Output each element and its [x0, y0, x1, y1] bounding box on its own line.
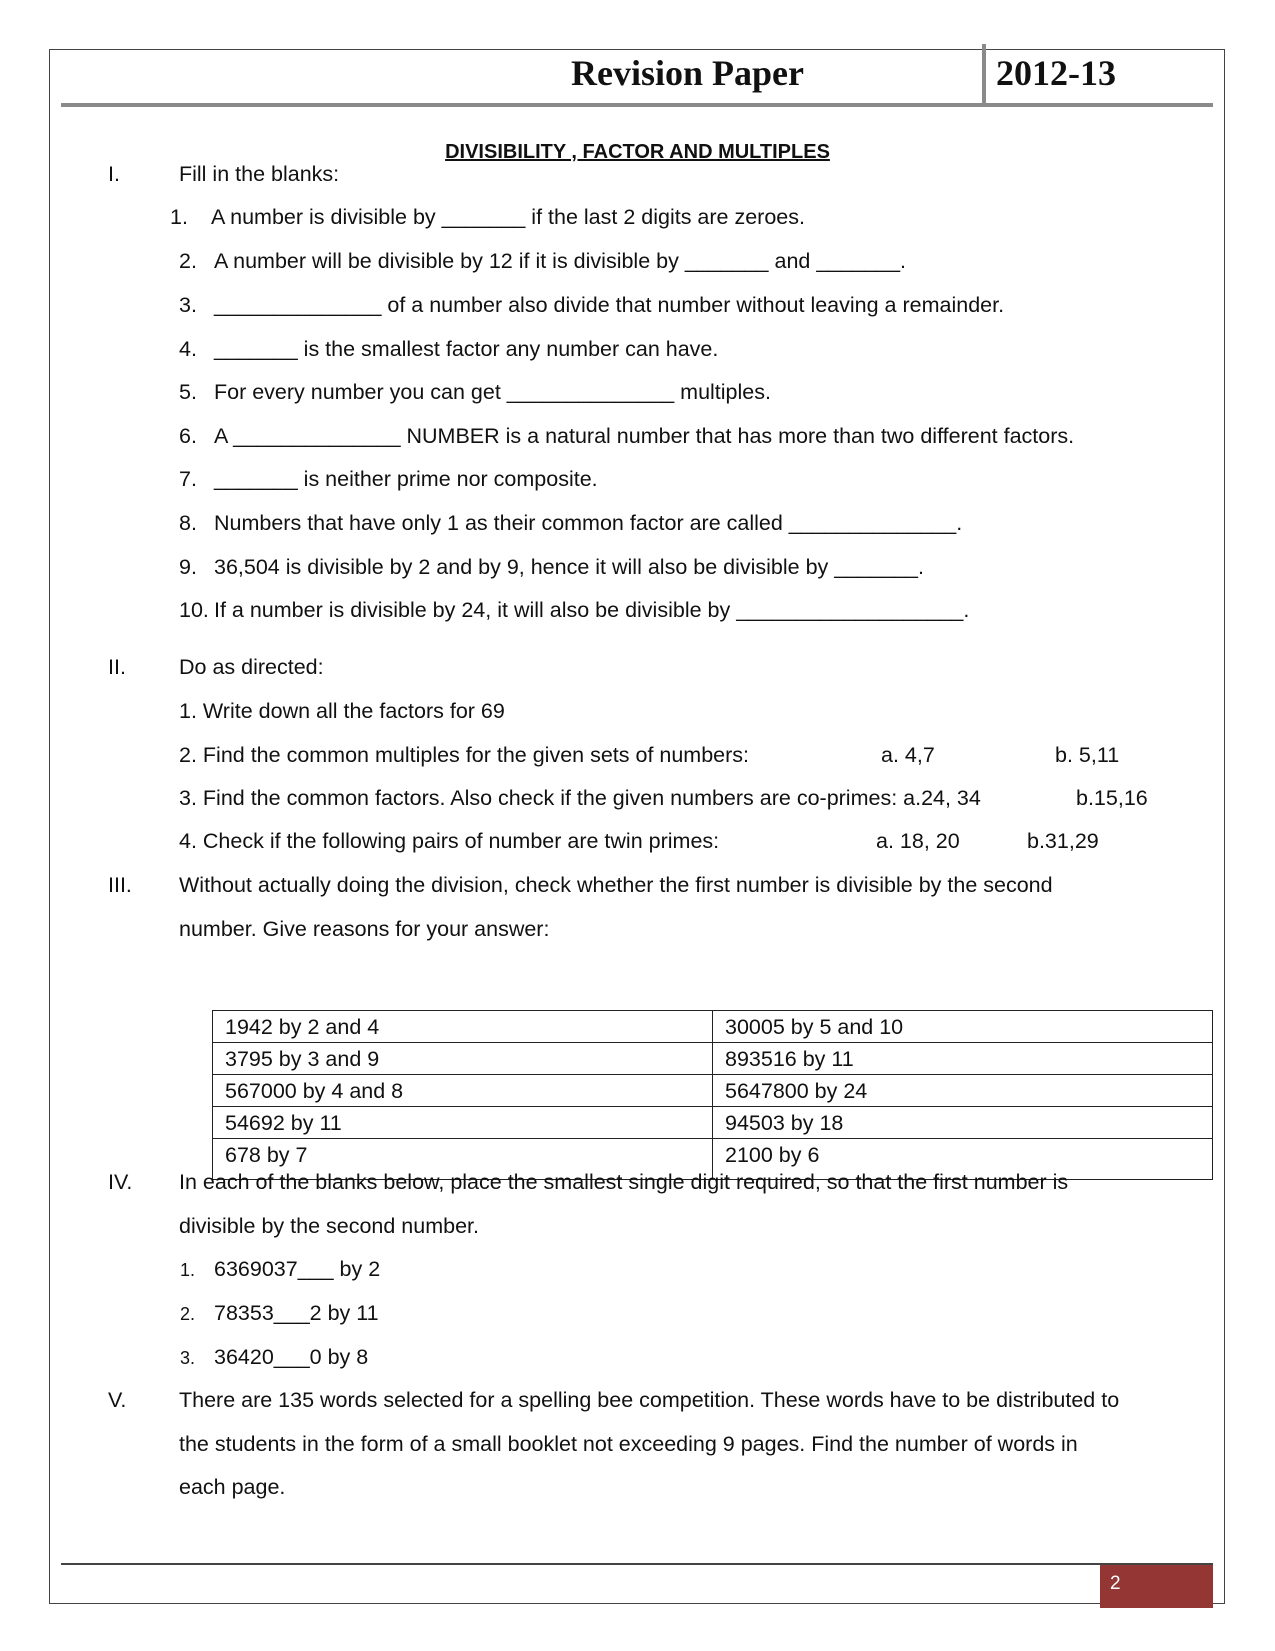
section-5-line-3: each page. [179, 1475, 286, 1499]
section-2-number: II. [108, 655, 126, 679]
s4-item-2-text: 78353___2 by 11 [214, 1301, 379, 1325]
s1-item-10-text: If a number is divisible by 24, it will also be divisible by ___________________. [214, 598, 970, 622]
page-number: 2 [1100, 1565, 1213, 1608]
s2-item-2-text: 2. Find the common multiples for the given sets of numbers: [179, 743, 750, 767]
s2-item-3-text: 3. Find the common factors. Also check if the given numbers are co-primes: a.24, 34 [179, 786, 981, 810]
section-5-number: V. [108, 1388, 127, 1412]
table-row [213, 1075, 1213, 1107]
section-4-line-2: divisible by the second number. [179, 1214, 479, 1238]
s4-item-3-text: 36420___0 by 8 [214, 1345, 369, 1369]
s2-item-1-text: 1. Write down all the factors for 69 [179, 699, 505, 723]
s1-item-2-text: A number will be divisible by 12 if it is divisible by _______ and _______. [214, 249, 907, 273]
s1-item-8-text: Numbers that have only 1 as their common factor are called ______________. [214, 511, 963, 535]
s1-item-3-text: ______________ of a number also divide that number without leaving a remainder. [214, 293, 1005, 317]
s2-item-3-option-b: b.15,16 [1076, 786, 1148, 810]
s2-item-4-option-b: b.31,29 [1027, 829, 1099, 853]
s4-item-3-number: 3. [180, 1348, 196, 1368]
s1-item-9-number: 9. [179, 555, 197, 579]
s2-item-2-option-b: b. 5,11 [1055, 743, 1120, 767]
s2-item-4-text: 4. Check if the following pairs of number are twin primes: [179, 829, 720, 853]
header-title: Revision Paper [571, 53, 804, 93]
page-border [49, 49, 1225, 1604]
table-cell: 3795 by 3 and 9 [213, 1043, 713, 1075]
s1-item-8-number: 8. [179, 511, 197, 535]
s1-item-9-text: 36,504 is divisible by 2 and by 9, hence it will also be divisible by _______. [214, 555, 924, 579]
section-4-number: IV. [108, 1170, 133, 1194]
table-cell: 54692 by 11 [213, 1107, 713, 1139]
section-5-line-1: There are 135 words selected for a spelling bee competition. These words have to be distributed to [179, 1388, 1120, 1412]
s2-item-4-option-a: a. 18, 20 [876, 829, 960, 853]
s1-item-3-number: 3. [179, 293, 197, 317]
s1-item-6-number: 6. [179, 424, 197, 448]
s1-item-1-text: A number is divisible by _______ if the last 2 digits are zeroes. [211, 205, 805, 229]
s4-item-1-text: 6369037___ by 2 [214, 1257, 381, 1281]
header-year: 2012-13 [996, 53, 1116, 93]
divisibility-table [212, 1010, 1213, 1180]
s2-item-2-option-a: a. 4,7 [881, 743, 935, 767]
header-divider [982, 44, 986, 106]
s1-item-2-number: 2. [179, 249, 197, 273]
header-rule [61, 103, 1213, 107]
table-cell: 2100 by 6 [713, 1139, 1213, 1180]
s1-item-4-text: _______ is the smallest factor any number can have. [214, 337, 719, 361]
table-row [213, 1107, 1213, 1139]
section-5-line-2: the students in the form of a small booklet not exceeding 9 pages. Find the number of words in [179, 1432, 1078, 1456]
s4-item-1-number: 1. [180, 1260, 196, 1280]
table-cell: 30005 by 5 and 10 [713, 1011, 1213, 1043]
section-2-heading: Do as directed: [179, 655, 324, 679]
section-1-number: I. [108, 162, 120, 186]
table-row [213, 1011, 1213, 1043]
s1-item-5-text: For every number you can get ______________ multiples. [214, 380, 771, 404]
table-cell: 678 by 7 [213, 1139, 713, 1180]
s1-item-10-number: 10. [179, 598, 209, 622]
section-3-line-2: number. Give reasons for your answer: [179, 917, 550, 941]
table-cell: 5647800 by 24 [713, 1075, 1213, 1107]
s1-item-5-number: 5. [179, 380, 197, 404]
table-row [213, 1043, 1213, 1075]
topic-title: DIVISIBILITY , FACTOR AND MULTIPLES [445, 141, 830, 163]
section-3-line-1: Without actually doing the division, check whether the first number is divisible by the second [179, 873, 1053, 897]
table-cell: 94503 by 18 [713, 1107, 1213, 1139]
s1-item-6-text: A ______________ NUMBER is a natural number that has more than two different factors. [214, 424, 1075, 448]
table-cell: 893516 by 11 [713, 1043, 1213, 1075]
table-cell: 1942 by 2 and 4 [213, 1011, 713, 1043]
s1-item-1-number: 1. [170, 205, 188, 229]
s1-item-4-number: 4. [179, 337, 197, 361]
section-1-heading: Fill in the blanks: [179, 162, 340, 186]
footer-rule [61, 1563, 1213, 1565]
section-3-number: III. [108, 873, 132, 897]
s1-item-7-number: 7. [179, 467, 197, 491]
s4-item-2-number: 2. [180, 1304, 196, 1324]
table-cell: 567000 by 4 and 8 [213, 1075, 713, 1107]
section-4-line-1: In each of the blanks below, place the smallest single digit required, so that the first number is [179, 1170, 1069, 1194]
s1-item-7-text: _______ is neither prime nor composite. [214, 467, 598, 491]
